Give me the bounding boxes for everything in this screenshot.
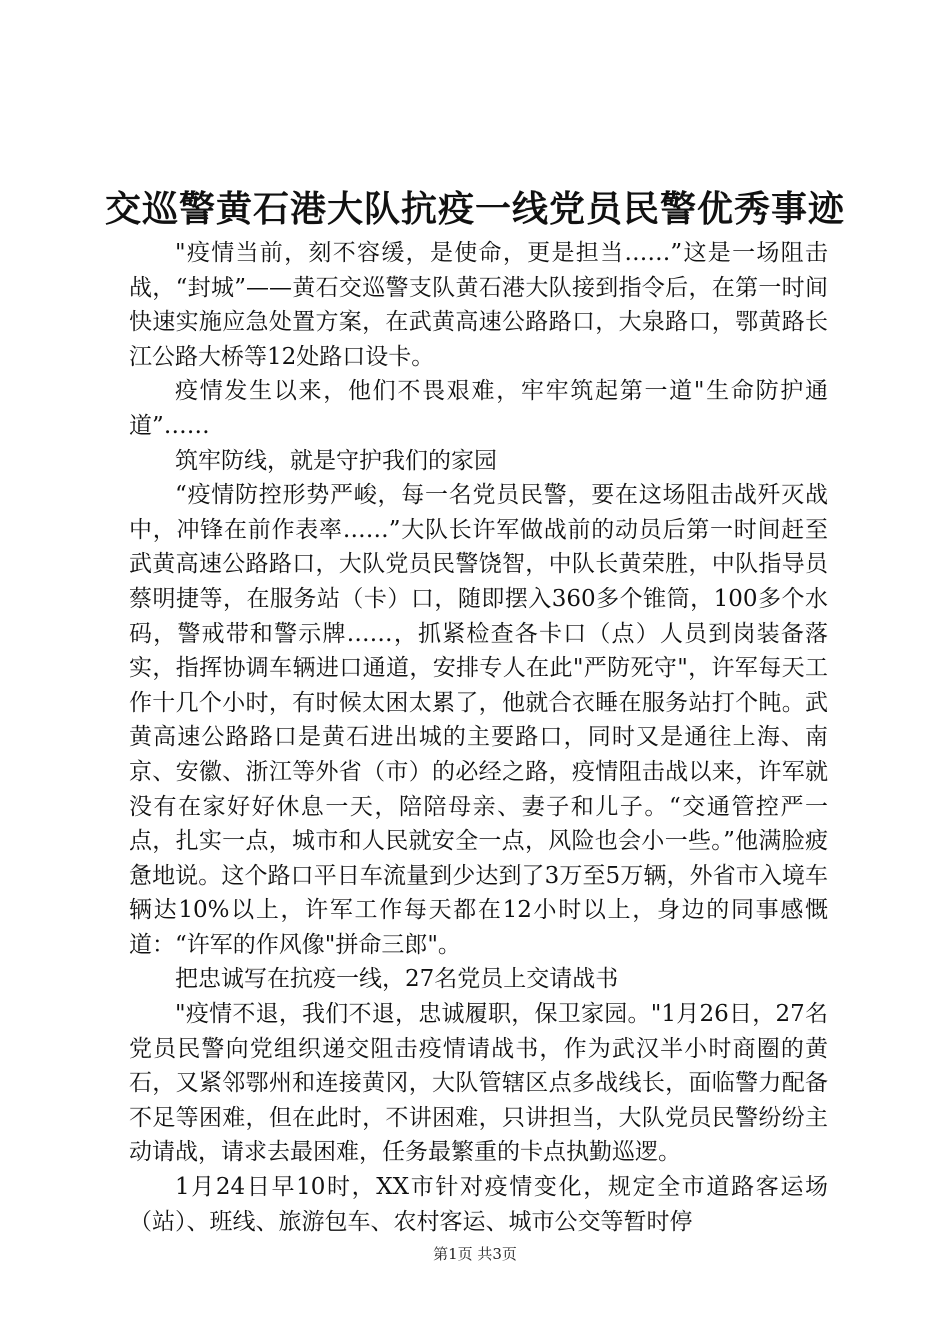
document-body (129, 236, 828, 1239)
paragraph: “疫情防控形势严峻，每一名党员民警，要在这场阻击战歼灭战中，冲锋在前作表率……”大队长许军做战前的动员后第一时间赶至武黄高速公路路口，大队党员民警饶智，中队长黄荣胜，中队指导员蔡明捷等，在服务站（卡）口，随即摆入360多个锥筒，100多个水码，警戒带和警示牌……，抓紧检查各卡口（点）人员到岗装备落实，指挥协调车辆进口通道，安排专人在此"严防死守"，许军每天工作十几个小时，有时候太困太累了，他就合衣睡在服务站打个盹。武黄高速公路路口是黄石进出城的主要路口，同时又是通往上海、南京、安徽、浙江等外省（市）的必经之路，疫情阻击战以来，许军就没有在家好好休息一天，陪陪母亲、妻子和儿子。“交通管控严一点，扎实一点，城市和人民就安全一点，风险也会小一些。”他满脸疲惫地说。这个路口平日车流量到少达到了3万至5万辆，外省市入境车辆达10%以上，许军工作每天都在12小时以上，身边的同事感慨道：“许军的作风像"拼命三郎"。 (129, 482, 828, 958)
paragraph: 疫情发生以来，他们不畏艰难，牢牢筑起第一道"生命防护通道”…… (129, 378, 828, 439)
section-heading: 把忠诚写在抗疫一线，27名党员上交请战书 (175, 966, 619, 993)
paragraph: 1月24日早10时，XX市针对疫情变化，规定全市道路客运场（站）、班线、旅游包车、农村客运、城市公交等暂时停 (129, 1174, 828, 1235)
section-heading: 筑牢防线，就是守护我们的家园 (175, 447, 497, 474)
document-title: 交巡警黄石港大队抗疫一线党员民警优秀事迹 (104, 189, 845, 230)
page-footer: 第1页 共3页 (433, 1245, 517, 1263)
paragraph: "疫情不退，我们不退，忠诚履职，保卫家园。"1月26日，27名党员民警向党组织递交阻击疫情请战书，作为武汉半小时商圈的黄石，又紧邻鄂州和连接黄冈，大队管辖区点多战线长，面临警力配备不足等困难，但在此时，不讲困难，只讲担当，大队党员民警纷纷主动请战，请求去最困难，任务最繁重的卡点执勤巡逻。 (129, 1001, 828, 1166)
paragraph: "疫情当前，刻不容缓，是使命，更是担当……”这是一场阻击战，“封城”——黄石交巡警支队黄石港大队接到指令后，在第一时间快速实施应急处置方案，在武黄高速公路路口，大泉路口，鄂黄路长江公路大桥等12处路口设卡。 (129, 240, 828, 370)
